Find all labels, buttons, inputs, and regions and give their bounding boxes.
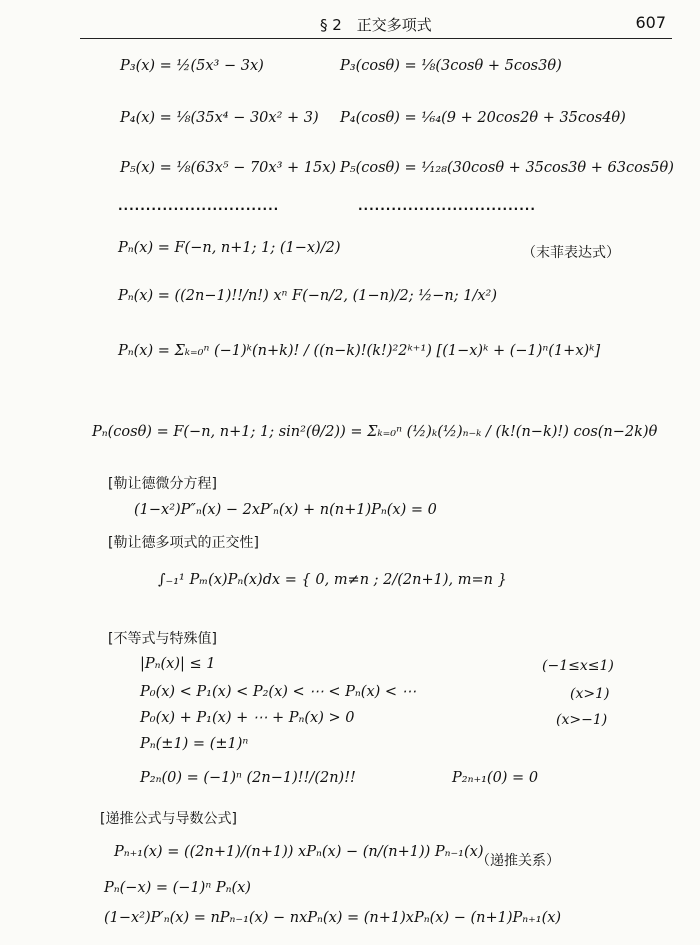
formula-cos-expansion: Pₙ(cosθ) = F(−n, n+1; 1; sin²(θ/2)) = Σₖ₌₀ⁿ (½)ₖ(½)ₙ₋ₖ / (k!(n−k)!) cos(n−2k)θ bbox=[92, 424, 658, 440]
condition-bound: (−1≤x≤1) bbox=[542, 658, 614, 674]
heading-recurrence: [递推公式与导数公式] bbox=[100, 811, 237, 827]
formula-note-murphy: （末菲表达式） bbox=[522, 245, 620, 261]
formula-partial-sum: P₀(x) + P₁(x) + ⋯ + Pₙ(x) > 0 bbox=[140, 710, 355, 726]
formula-p4-cos: P₄(cosθ) = ¹⁄₆₄(9 + 20cos2θ + 35cos4θ) bbox=[340, 110, 626, 126]
formula-parity: Pₙ(−x) = (−1)ⁿ Pₙ(x) bbox=[104, 880, 251, 896]
formula-hypergeometric-2: Pₙ(x) = ((2n−1)!!/n!) xⁿ F(−n/2, (1−n)/2; ½−n; 1/x²) bbox=[118, 288, 497, 304]
formula-diffeq: (1−x²)P″ₙ(x) − 2xP′ₙ(x) + n(n+1)Pₙ(x) = 0 bbox=[134, 502, 437, 518]
formula-hypergeometric-1: Pₙ(x) = F(−n, n+1; 1; (1−x)/2) bbox=[118, 240, 341, 256]
page-header bbox=[80, 12, 672, 39]
condition-partial-sum: (x>−1) bbox=[556, 712, 608, 728]
condition-monotone-chain: (x>1) bbox=[570, 686, 610, 702]
formula-monotone-chain: P₀(x) < P₁(x) < P₂(x) < ⋯ < Pₙ(x) < ⋯ bbox=[140, 684, 417, 700]
formula-p4-x: P₄(x) = ⅛(35x⁴ − 30x² + 3) bbox=[120, 110, 319, 126]
formula-p5-cos: P₅(cosθ) = ¹⁄₁₂₈(30cosθ + 35cos3θ + 63cos5θ) bbox=[340, 160, 674, 176]
formula-p3-x: P₃(x) = ½(5x³ − 3x) bbox=[120, 58, 264, 74]
formula-explicit-sum: Pₙ(x) = Σₖ₌₀ⁿ (−1)ᵏ(n+k)! / ((n−k)!(k!)²2ᵏ⁺¹) [(1−x)ᵏ + (−1)ⁿ(1+x)ᵏ] bbox=[118, 343, 601, 359]
heading-inequalities: [不等式与特殊值] bbox=[108, 631, 217, 647]
ellipsis-dots-left: ····························· bbox=[118, 202, 280, 216]
formula-odd-at-zero: P₂ₙ₊₁(0) = 0 bbox=[452, 770, 539, 786]
formula-even-at-zero: P₂ₙ(0) = (−1)ⁿ (2n−1)!!/(2n)!! bbox=[140, 770, 356, 786]
heading-legendre-diffeq: [勒让德微分方程] bbox=[108, 476, 217, 492]
formula-p3-cos: P₃(cosθ) = ⅛(3cosθ + 5cos3θ) bbox=[340, 58, 562, 74]
heading-orthogonality: [勒让德多项式的正交性] bbox=[108, 535, 259, 551]
formula-derivative: (1−x²)P′ₙ(x) = nPₙ₋₁(x) − nxPₙ(x) = (n+1)xPₙ(x) − (n+1)Pₙ₊₁(x) bbox=[104, 910, 562, 926]
ellipsis-dots-right: ································ bbox=[358, 202, 536, 216]
page-number: 607 bbox=[635, 13, 666, 32]
formula-note-recurrence: （递推关系） bbox=[476, 853, 560, 869]
formula-recurrence: Pₙ₊₁(x) = ((2n+1)/(n+1)) xPₙ(x) − (n/(n+1)) Pₙ₋₁(x) bbox=[114, 844, 484, 860]
formula-p5-x: P₅(x) = ⅛(63x⁵ − 70x³ + 15x) bbox=[120, 160, 337, 176]
formula-bound: |Pₙ(x)| ≤ 1 bbox=[140, 656, 216, 672]
formula-endpoint-values: Pₙ(±1) = (±1)ⁿ bbox=[140, 736, 249, 752]
section-title: § 2 正交多项式 bbox=[320, 16, 432, 34]
formula-orthogonality: ∫₋₁¹ Pₘ(x)Pₙ(x)dx = { 0, m≠n ; 2/(2n+1), m=n } bbox=[158, 572, 507, 588]
